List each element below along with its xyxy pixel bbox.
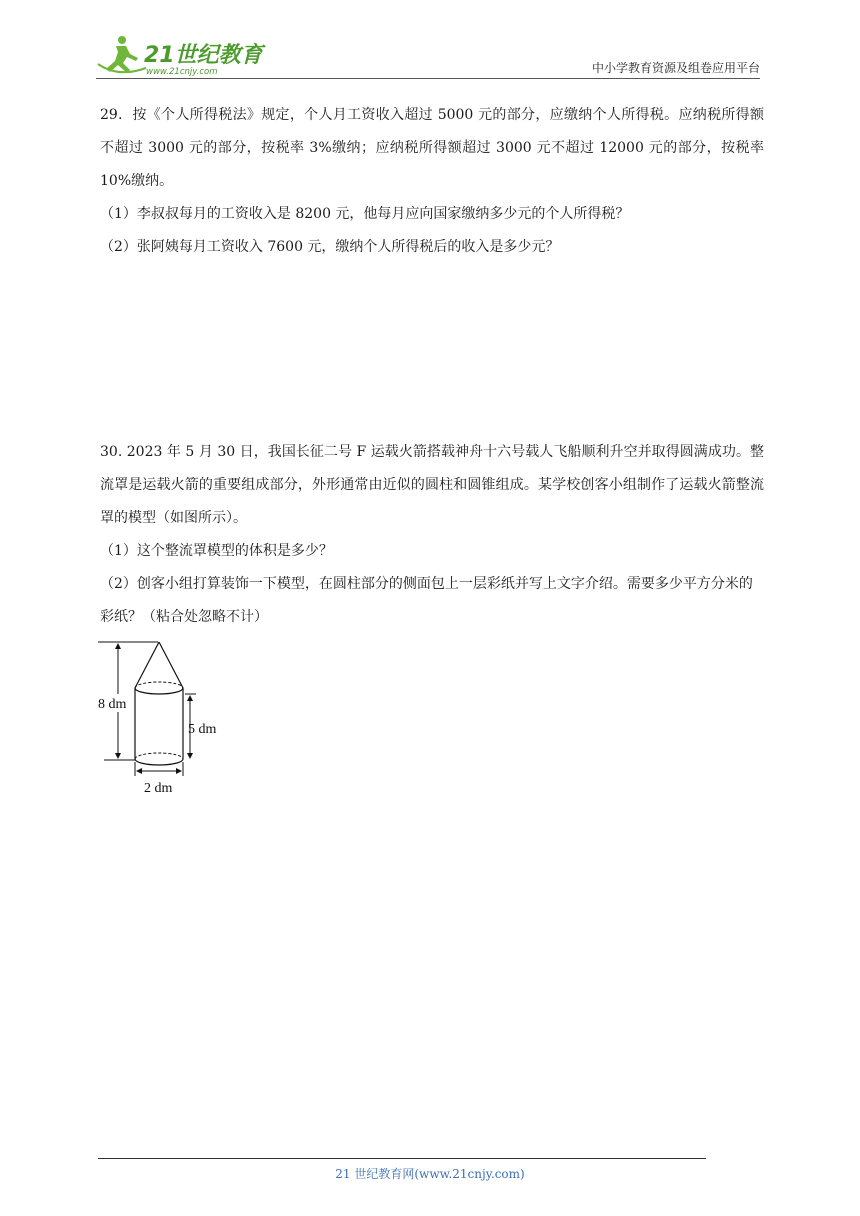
question-29-stem: 29．按《个人所得税法》规定，个人月工资收入超过 5000 元的部分，应缴纳个人所得税。应纳税所得额不超过 3000 元的部分，按税率 3%缴纳；应纳税所得额超过 3000 元不超过 12000 元的部分，按税率 10%缴纳。 [100, 107, 764, 189]
diameter-label: 2 dm [144, 781, 173, 796]
footer-divider [98, 1158, 706, 1159]
question-30-stem: 30. 2023 年 5 月 30 日，我国长征二号 F 运载火箭搭载神舟十六号载人飞船顺利升空并取得圆满成功。整流罩是运载火箭的重要组成部分，外形通常由近似的圆柱和圆锥组成。某学校创客小组制作了运载火箭整流罩的模型（如图所示）。 [100, 444, 764, 526]
total-height-label: 8 dm [98, 697, 127, 712]
question-29 [100, 99, 764, 264]
runner-icon [98, 36, 146, 73]
question-30-part-1: （1）这个整流罩模型的体积是多少？ [100, 543, 333, 559]
header-divider [96, 78, 760, 79]
logo-url: www.21cnjy.com [146, 67, 218, 77]
logo [96, 34, 266, 78]
cylinder-height-label: 5 dm [188, 722, 217, 737]
question-30-part-2: （2）创客小组打算装饰一下模型，在圆柱部分的侧面包上一层彩纸并写上文字介绍。需要多少平方分米的彩纸？（粘合处忽略不计） [100, 576, 753, 625]
logo-text: 21世纪教育 [144, 43, 263, 68]
cone-left-edge [135, 642, 159, 688]
question-29-part-2: （2）张阿姨每月工资收入 7600 元，缴纳个人所得税后的收入是多少元？ [100, 239, 560, 255]
cone-right-edge [159, 642, 183, 688]
rocket-fairing-diagram [96, 636, 236, 798]
question-30 [100, 436, 764, 634]
platform-label: 中小学教育资源及组卷应用平台 [591, 61, 760, 75]
page-header [96, 34, 760, 80]
question-29-part-1: （1）李叔叔每月的工资收入是 8200 元，他每月应向国家缴纳多少元的个人所得税？ [100, 206, 630, 222]
footer-link[interactable]: 21 世纪教育网(www.21cnjy.com) [335, 1167, 525, 1181]
